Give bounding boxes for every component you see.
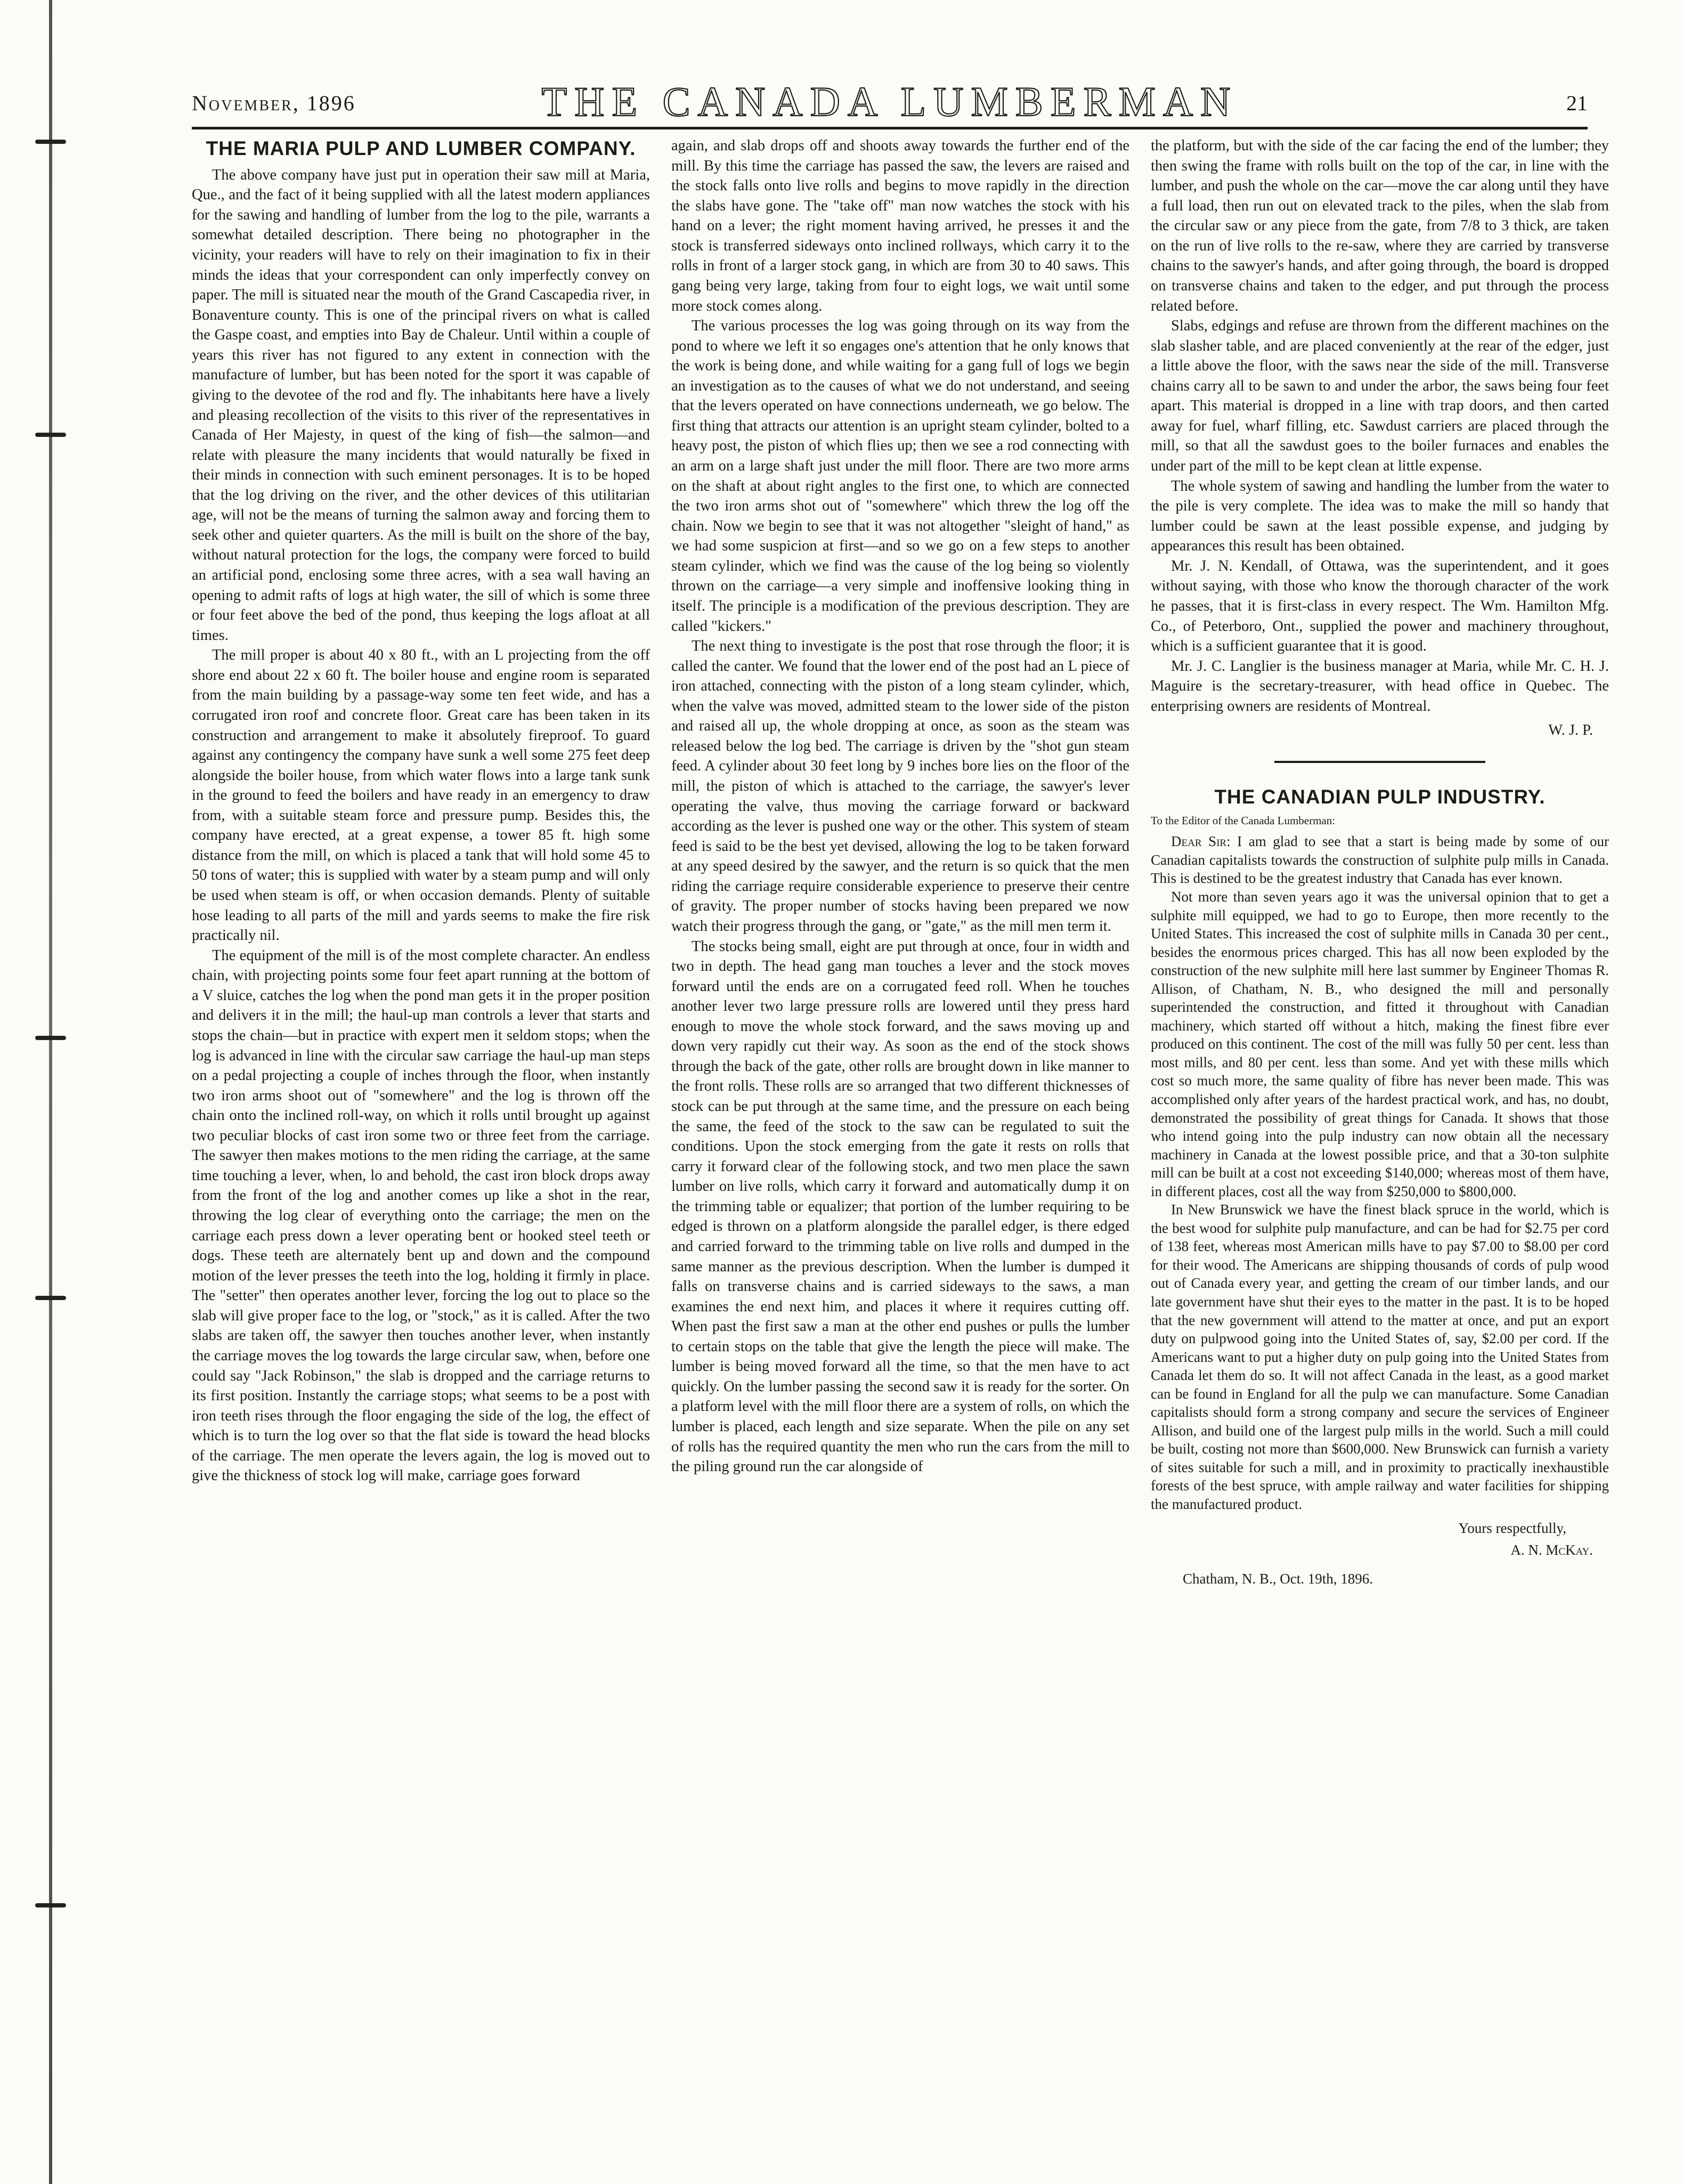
article-signature: W. J. P. (1548, 722, 1593, 739)
paragraph: The above company have just put in operation their saw mill at Maria, Que., and the fact of it being supplied with all the latest modern appliances for the sawing and handling of lumber from the log to the pile, warrants a somewhat detailed description. There being no photographer in the vicinity, your readers will have to rely on their imagination to fix in their minds the ideas that your correspondent can only imperfectly convey on paper. The mill is situated near the mouth of the Grand Cascapedia river, in Bonaventure county. This is one of the principal rivers on what is called the Gaspe coast, and empties into Bay de Chaleur. Until within a couple of years this river has not figured to any extent in connection with the manufacture of lumber, but has been noted for the sport it was capable of giving to the devotee of the rod and fly. The inhabitants here have a lively and pleasing recollection of the visits to this river of the representatives in Canada of Her Majesty, in quest of the king of fish—the salmon—and relate with pleasure the many incidents that would naturally be fixed in their minds in connection with such eminent personages. It is to be hoped that the log driving on the river, and the other devices of this utilitarian age, will not be the means of turning the salmon away and forcing them to seek other and quieter quarters. As the mill is built on the shore of the bay, without natural protection for the logs, the company were forced to build an artificial pond, enclosing some three acres, with a sea wall having an opening to admit rafts of logs at high water, the sill of which is some three or four feet above the bed of the pond, thus keeping the logs afloat at all times. (192, 166, 650, 644)
place-date: Chatham, N. B., Oct. 19th, 1896. (1183, 1570, 1373, 1587)
editor-address: To the Editor of the Canada Lumberman: (1151, 814, 1336, 827)
letter-signature: A. N. McKay. (1510, 1542, 1593, 1558)
page-number: 21 (1566, 91, 1588, 115)
column-1 (192, 136, 650, 1486)
article-heading: THE CANADIAN PULP INDUSTRY. (1214, 785, 1546, 808)
masthead (192, 75, 1588, 128)
binding-edge (49, 0, 52, 2184)
binding-mark (35, 1036, 66, 1040)
binding-mark (35, 140, 66, 144)
binding-mark (35, 1903, 66, 1907)
column-2 (671, 136, 1129, 1477)
paragraph: the platform, but with the side of the car facing the end of the lumber; they then swing the frame with rolls built on the top of the car, in line with the lumber, and push the whole on the car—move the car along until they have a full load, then run out on elevated track to the piles, when the slab from the circular saw or any piece from the gate, from 7/8 to 3 thick, are taken on the run of live rolls to the re-saw, where they are carried by transverse chains to the sawyer's hands, and after going through, the board is dropped on transverse chains and taken to the edger, and put through the process related before. (1151, 137, 1609, 314)
paragraph: Mr. J. N. Kendall, of Ottawa, was the superintendent, and it goes without saying, with those who know the thorough character of the work he passes, that it is first-class in every respect. The Wm. Hamilton Mfg. Co., of Peterboro, Ont., supplied the power and machinery throughout, which is a sufficient guarantee that it is good. (1151, 557, 1609, 655)
paragraph: In New Brunswick we have the finest black spruce in the world, which is the best wood for sulphite pulp manufacture, and can be had for $2.75 per cord of 138 feet, whereas most American mills have to pay $7.00 to $8.00 per cord for their wood. The Americans are shipping thousands of cords of pulp wood out of Canada every year, and getting the cream of our timber lands, and our late government have shut their eyes to the matter in the past. It is to be hoped that the new government will attend to the matter at once, and put an export duty on pulpwood going into the United States of, say, $2.00 per cord. If the Americans want to put a higher duty on pulp going into the United States from Canada let them do so. It will not affect Canada in the least, as a good market can be found in England for all the pulp we can manufacture. Some Canadian capitalists should form a strong company and secure the services of Engineer Allison, and build one of the largest pulp mills in the world. Such a mill could be built, costing not more than $600,000. New Brunswick can furnish a variety of sites suitable for such a mill, and in proximity to practically inexhaustible forests of the best spruce, with ample railway and water facilities for shipping the manufactured product. (1151, 1201, 1609, 1512)
binding-mark (35, 433, 66, 437)
paragraph: The whole system of sawing and handling the lumber from the water to the pile is very complete. The idea was to make the mill so handy that lumber could be sawn at the least possible expense, and judging by appearances this result has been obtained. (1151, 477, 1609, 555)
article-divider (1274, 761, 1485, 763)
paragraph: Slabs, edgings and refuse are thrown from the different machines on the slab slasher table, and are placed conveniently at the rear of the edger, just a little above the floor, with the saws near the side of the mill. Transverse chains carry all to be sawn to and under the arbor, the saws being four feet apart. This material is dropped in a line with trap doors, and then carted away for fuel, wharf filling, etc. Sawdust carriers are placed through the mill, so that all the sawdust goes to the boiler furnaces and enables the under part of the mill to be kept clean at little expense. (1151, 318, 1609, 474)
paragraph: The stocks being small, eight are put through at once, four in width and two in depth. The head gang man touches a lever and the stock moves forward until the ends are on a corrugated feed roll. When he touches another lever two large pressure rolls are lowered until they press hard enough to move the whole stock forward, and the saws moving up and down very rapidly cut their way. As soon as the end of the stock shows through the back of the gate, other rolls are brought down in like manner to the front rolls. These rolls are so arranged that two different thicknesses of stock can be put through at the same time, and the pressure on each being the same, the feed of the stock to the saw can be regulated to suit the conditions. Upon the stock emerging from the gate it rests on rolls that carry it forward clear of the following stock, and two men place the sawn lumber on live rolls, which carry it forward and automatically dump it on the trimming table or equalizer; that portion of the lumber requiring to be edged is thrown on a platform alongside the parallel edger, is there edged and carried forward to the trimming table on live rolls and dumped in the same manner as the previous description. When the lumber is dumped it falls on transverse chains and is carried sideways to the saws, a man examines the end next him, and places it where it requires cutting off. When past the first saw a man at the other end pushes or pulls the lumber to certain stops on the table that give the length the piece will make. The lumber is being moved forward all the time, so that the men have to act quickly. On the lumber passing the second saw it is ready for the sorter. On a platform level with the mill floor there are a system of rolls, on which the lumber is placed, each length and size separate. When the pile on any set of rolls has the required quantity the men who run the cars from the mill to the piling ground run the car alongside of (671, 938, 1129, 1475)
letter-body (1151, 832, 1609, 1513)
salutation: Dear Sir: (1171, 833, 1231, 850)
issue-date: November, 1896 (192, 91, 356, 115)
binding-mark (35, 1296, 66, 1300)
masthead-rule (192, 127, 1588, 129)
paragraph: Mr. J. C. Langlier is the business manager at Maria, while Mr. C. H. J. Maguire is the secretary-treasurer, with head office in Quebec. The enterprising owners are residents of Montreal. (1151, 657, 1609, 715)
paragraph: The equipment of the mill is of the most complete character. An endless chain, with projecting points some four feet apart running at the bottom of a V sluice, catches the log when the pond man gets it in the proper position and delivers it in the mill; the haul-up man controls a lever that starts and stops the chain—but in practice with expert men it seldom stops; when the log is advanced in line with the circular saw carriage the haul-up man steps on a pedal projecting a couple of inches through the floor, when instantly two iron arms shoot out of "somewhere" and the log is thrown off the chain onto the inclined roll-way, on which it rolls until brought up against two peculiar blocks of cast iron some two or three feet from the carriage. The sawyer then makes motions to the men riding the carriage, at the same time touching a lever, when, lo and behold, the cast iron block drops away from the front of the log and another comes up like a shot in the rear, throwing the log clear of everything onto the carriage; the men on the carriage each press down a lever operating bent or hooked steel teeth or dogs. These teeth are alternately bent up and down and the compound motion of the lever presses the teeth into the log, holding it firmly in place. The "setter" then operates another lever, forcing the log out to place so the slab will give proper face to the log, or "stock," as it is called. After the two slabs are taken off, the sawyer then touches another lever, when instantly the carriage moves the log towards the large circular saw, when, before one could say "Jack Robinson," the slab is dropped and the carriage returns to its first position. Instantly the carriage stops; what seems to be a post with iron teeth rises through the floor engaging the side of the log, the effect of which is to turn the log over so that the flat side is toward the head blocks of the carriage. The men operate the levers again, the log is moved out to give the thickness of stock log will make, carriage goes forward (192, 947, 650, 1484)
paragraph: Not more than seven years ago it was the universal opinion that to get a sulphite mill equipped, we had to go to Europe, then more recently to the United States. This increased the cost of sulphite mills in Canada 30 per cent., besides the enormous prices charged. This has all now been exploded by the construction of the new sulphite mill here last summer by Engineer Thomas R. Allison, of Chatham, N. B., who designed the mill and personally superintended the construction, and fitted it throughout with Canadian machinery, which started off without a hitch, making the finest fibre ever produced on this continent. The cost of the mill was fully 50 per cent. less than most mills, and 80 per cent. less than some. And yet with these mills which cost so much more, the same quality of fibre has never been made. This was accomplished only after years of the hardest practical work, and has, no doubt, demonstrated the possibility of great things for Canada. It shows that those who intend going into the pulp industry can now obtain all the necessary machinery in Canada at the lowest possible price, and that a 30-ton sulphite mill can be built at a cost not exceeding $140,000; whereas most of them have, in different places, cost all the way from $250,000 to $800,000. (1151, 888, 1609, 1199)
column-3 (1151, 136, 1609, 1588)
paragraph: again, and slab drops off and shoots away towards the further end of the mill. By this time the carriage has passed the saw, the levers are raised and the stock falls onto live rolls and begins to move rapidly in the direction the slabs have gone. The "take off" man now watches the stock with his hand on a lever; the right moment having arrived, he presses it and the stock is transferred sideways onto inclined rollways, which carry it to the rolls in front of a larger stock gang, in which are from 30 to 40 saws. This gang being very large, taking from four to eight logs, we wait until some more stock comes along. (671, 137, 1129, 314)
paragraph: The mill proper is about 40 x 80 ft., with an L projecting from the off shore end about 22 x 60 ft. The boiler house and engine room is separated from the main building by a passage-way some ten feet wide, and has a corrugated iron roof and concrete floor. Great care has been taken in its construction and arrangement to make it absolutely fireproof. To guard against any contingency the company have sunk a well some 275 feet deep alongside the boiler house, from which water flows into a large tank sunk in the ground to feed the boilers and have ready in an emergency to draw from, with a suitable steam force and pressure pump. Besides this, the company have erected, at a great expense, a tower 85 ft. high some distance from the mill, on which is placed a tank that will hold some 45 to 50 tons of water; this is supplied with water by a steam pump and will only be used when steam is off, or when occasion demands. Plenty of suitable hose leading to all parts of the mill and yards seems to make the fire risk practically nil. (192, 647, 650, 944)
newspaper-title: THE CANADA LUMBERMAN (541, 78, 1238, 125)
paragraph: The next thing to investigate is the post that rose through the floor; it is called the canter. We found that the lower end of the post had an L piece of iron attached, connecting with the piston of a long steam cylinder, which, when the valve was moved, admitted steam to the lower side of the piston and raised all up, the whole dropping at once, as soon as the steam was released below the log bed. The carriage is driven by the "shot gun steam feed. A cylinder about 30 feet long by 9 inches bore lies on the floor of the mill, the piston of which is attached to the carriage, the sawyer's lever operating the valve, thus moving the carriage forward or backward according as the lever is pushed one way or the other. This system of steam feed is said to be the best yet devised, allowing the log to be taken forward at any speed desired by the sawyer, and the return is so quick that the men riding the carriage require considerable experience to preserve their centre of gravity. The proper number of stocks having been prepared we now watch their progress through the gang, or "gate," as the mill men term it. (671, 638, 1129, 935)
article-heading: THE MARIA PULP AND LUMBER COMPANY. (206, 137, 636, 159)
paragraph: I am glad to see that a start is being made by some of our Canadian capitalists towards the construction of sulphite pulp mills in Canada. This is destined to be the greatest industry that Canada has ever known. (1151, 833, 1609, 887)
paragraph: The various processes the log was going through on its way from the pond to where we left it so engages one's attention that he only knows that the work is being done, and while waiting for a gang full of logs we begin an investigation as to the causes of what we do not understand, and seeing that the levers operated on have connections underneath, we go below. The first thing that attracts our attention is an upright steam cylinder, bolted to a heavy post, the piston of which flies up; then we see a rod connecting with an arm on a large shaft just under the mill floor. There are two more arms on the shaft at about right angles to the first one, to which are connected the two iron arms shot out of "somewhere" which threw the log off the chain. Now we begin to see that it was not altogether "sleight of hand," as we had some suspicion at first—and so we go on a few steps to another steam cylinder, which we find was the cause of the log being so violently thrown on the carriage—a very simple and inoffensive looking thing in itself. The principle is a modification of the previous description. They are called "kickers." (671, 318, 1129, 635)
letter-closing: Yours respectfully, (1458, 1520, 1566, 1536)
